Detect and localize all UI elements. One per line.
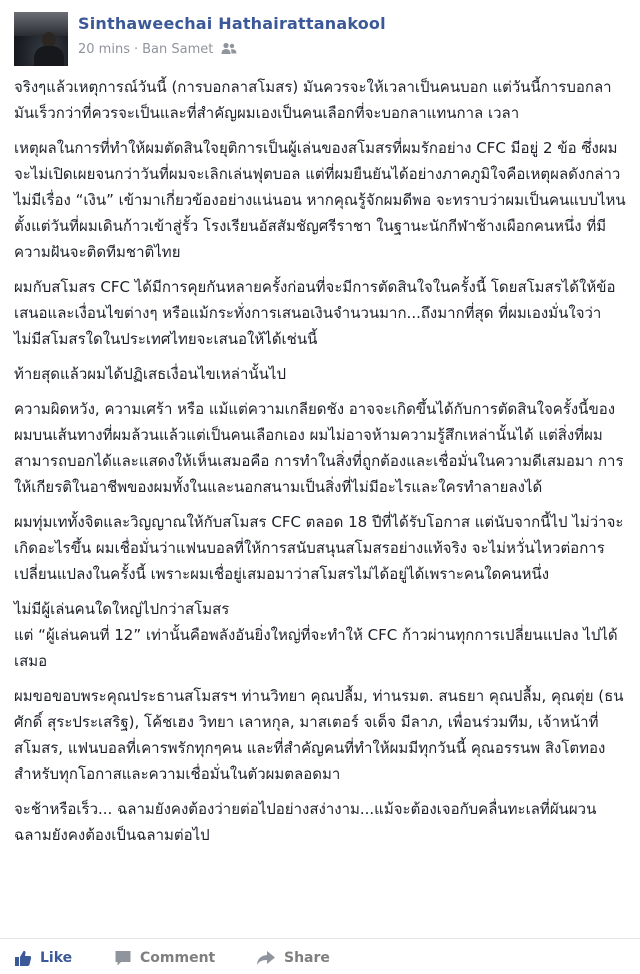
like-label: Like bbox=[40, 950, 73, 966]
avatar[interactable] bbox=[14, 12, 68, 66]
share-label: Share bbox=[284, 950, 330, 966]
post-paragraph: ไม่มีผู้เล่นคนใดใหญ่ไปกว่าสโมสร แต่ “ผู้เล่นคนที่ 12” เท่านั้นคือพลังอันยิ่งใหญ่ที่จะทำให้ CFC ก้าวผ่านทุกการเปลี่ยนแปลง ไปได้เสมอ bbox=[14, 600, 618, 670]
like-button[interactable] bbox=[14, 947, 72, 969]
post-paragraph: ผมทุ่มเททั้งจิตและวิญญาณให้กับสโมสร CFC ตลอด 18 ปีที่ได้รับโอกาส แต่นับจากนี้ไป ไม่ว่าจะเกิดอะไรขึ้น ผมเชื่อมั่นว่าแฟนบอลที่ให้การสนับสนุนสโมสรอย่างแท้จริง จะไม่หวั่นไหวต่อการเปลี่ยนแปลงในครั้งนี้ เพราะผมเชื่อยู่เสมอมาว่าสโมสรไม่ได้อยู่ได้เพราะคนใดคนหนึ่ง bbox=[14, 513, 624, 583]
comment-label: Comment bbox=[140, 950, 216, 966]
post-actions-bar bbox=[0, 938, 640, 973]
friends-icon[interactable] bbox=[221, 42, 237, 59]
comment-button[interactable] bbox=[114, 947, 215, 969]
post-paragraph: เหตุผลในการที่ทำให้ผมตัดสินใจยุติการเป็นผู้เล่นของสโมสรที่ผมรักอย่าง CFC มีอยู่ 2 ข้อ ซึ่งผมจะไม่เปิดเผยจนกว่าวันที่ผมจะเลิกเล่นฟุตบอล แต่ที่ผมยืนยันได้อย่างภาคภูมิใจคือเหตุผลดังกล่าวไม่มีเรื่อง “เงิน” เข้ามาเกี่ยวข้องอย่างแน่นอน หากคุณรู้จักผมดีพอ จะทราบว่าผมเป็นคนแบบไหน ตั้งแต่วันที่ผมเดินก้าวเข้าสู่รั้ว โรงเรียนอัสสัมชัญศรีราชา ในฐานะนักกีฬาช้างเผือกคนหนึ่ง ที่มีความฝันจะติดทีมชาติไทย bbox=[14, 139, 626, 261]
share-arrow-icon bbox=[256, 949, 276, 967]
post-paragraph: จริงๆแล้วเหตุการณ์วันนี้ (การบอกลาสโมสร) มันควรจะให้เวลาเป็นคนบอก แต่วันนี้การบอกลามันเร็วกว่าที่ควรจะเป็นและที่สำคัญผมเองเป็นคนเลือกที่จะบอกลาแทนกาล เวลา bbox=[14, 78, 612, 122]
post-paragraph: ผมกับสโมสร CFC ได้มีการคุยกันหลายครั้งก่อนที่จะมีการตัดสินใจในครั้งนี้ โดยสโมสรได้ให้ข้อเสนอและเงื่อนไขต่างๆ หรือแม้กระทั่งการเสนอเงินจำนวนมาก...ถึงมากที่สุด ที่ผมเองมั่นใจว่าไม่มีสโมสรใดในประเทศไทยจะเสนอให้ได้เช่นนี้ bbox=[14, 278, 616, 348]
post-paragraph: ท้ายสุดแล้วผมได้ปฏิเสธเงื่อนไขเหล่านั้นไป bbox=[14, 365, 286, 383]
post-meta: 20 mins · Ban Samet bbox=[78, 42, 237, 59]
comment-bubble-icon bbox=[114, 949, 132, 967]
post-timestamp[interactable]: 20 mins bbox=[78, 42, 130, 57]
post-location[interactable]: Ban Samet bbox=[142, 42, 214, 57]
thumbs-up-icon bbox=[14, 949, 32, 967]
post-paragraph: ความผิดหวัง, ความเศร้า หรือ แม้แต่ความเกลียดชัง อาจจะเกิดขึ้นได้กับการตัดสินใจครั้งนี้ของผมบนเส้นทางที่ผมล้วนแล้วแต่เป็นคนเลือกเอง ผมไม่อาจห้ามความรู้สึกเหล่านั้นได้ แต่สิ่งที่ผมสามารถบอกได้และแสดงให้เห็นเสมอคือ การทำในสิ่งที่ถูกต้องและเชื่อมั่นในความดีเสมอมา การให้เกียรติในอาชีพของผมทั้งในและนอกสนามเป็นสิ่งที่ไม่มีอะไรและใครทำลายลงได้ bbox=[14, 400, 624, 496]
post-paragraph: จะช้าหรือเร็ว... ฉลามยังคงต้องว่ายต่อไปอย่างสง่างาม...แม้จะต้องเจอกับคลื่นทะเลที่ผันผวน ฉลามยังคงต้องเป็นฉลามต่อไป bbox=[14, 800, 597, 844]
share-button[interactable] bbox=[256, 947, 330, 969]
post-paragraph: ผมขอขอบพระคุณประธานสโมสรฯ ท่านวิทยา คุณปลื้ม, ท่านรมต. สนธยา คุณปลื้ม, คุณตุ่ย (ธนศักดิ์ สุระประเสริฐ), โค้ชเฮง วิทยา เลาหกุล, มาสเตอร์ จเด็จ มีลาภ, เพื่อนร่วมทีม, เจ้าหน้าที่สโมสร, แฟนบอลที่เคารพรักทุกๆคน และที่สำคัญคนที่ทำให้ผมมีทุกวันนี้ คุณอรรนพ สิงโตทอง สำหรับทุกโอกาสและความเชื่อมั่นในตัวผมตลอดมา bbox=[14, 687, 624, 783]
author-name[interactable]: Sinthaweechai Hathairattanakool bbox=[78, 14, 386, 33]
post-body bbox=[14, 74, 626, 857]
